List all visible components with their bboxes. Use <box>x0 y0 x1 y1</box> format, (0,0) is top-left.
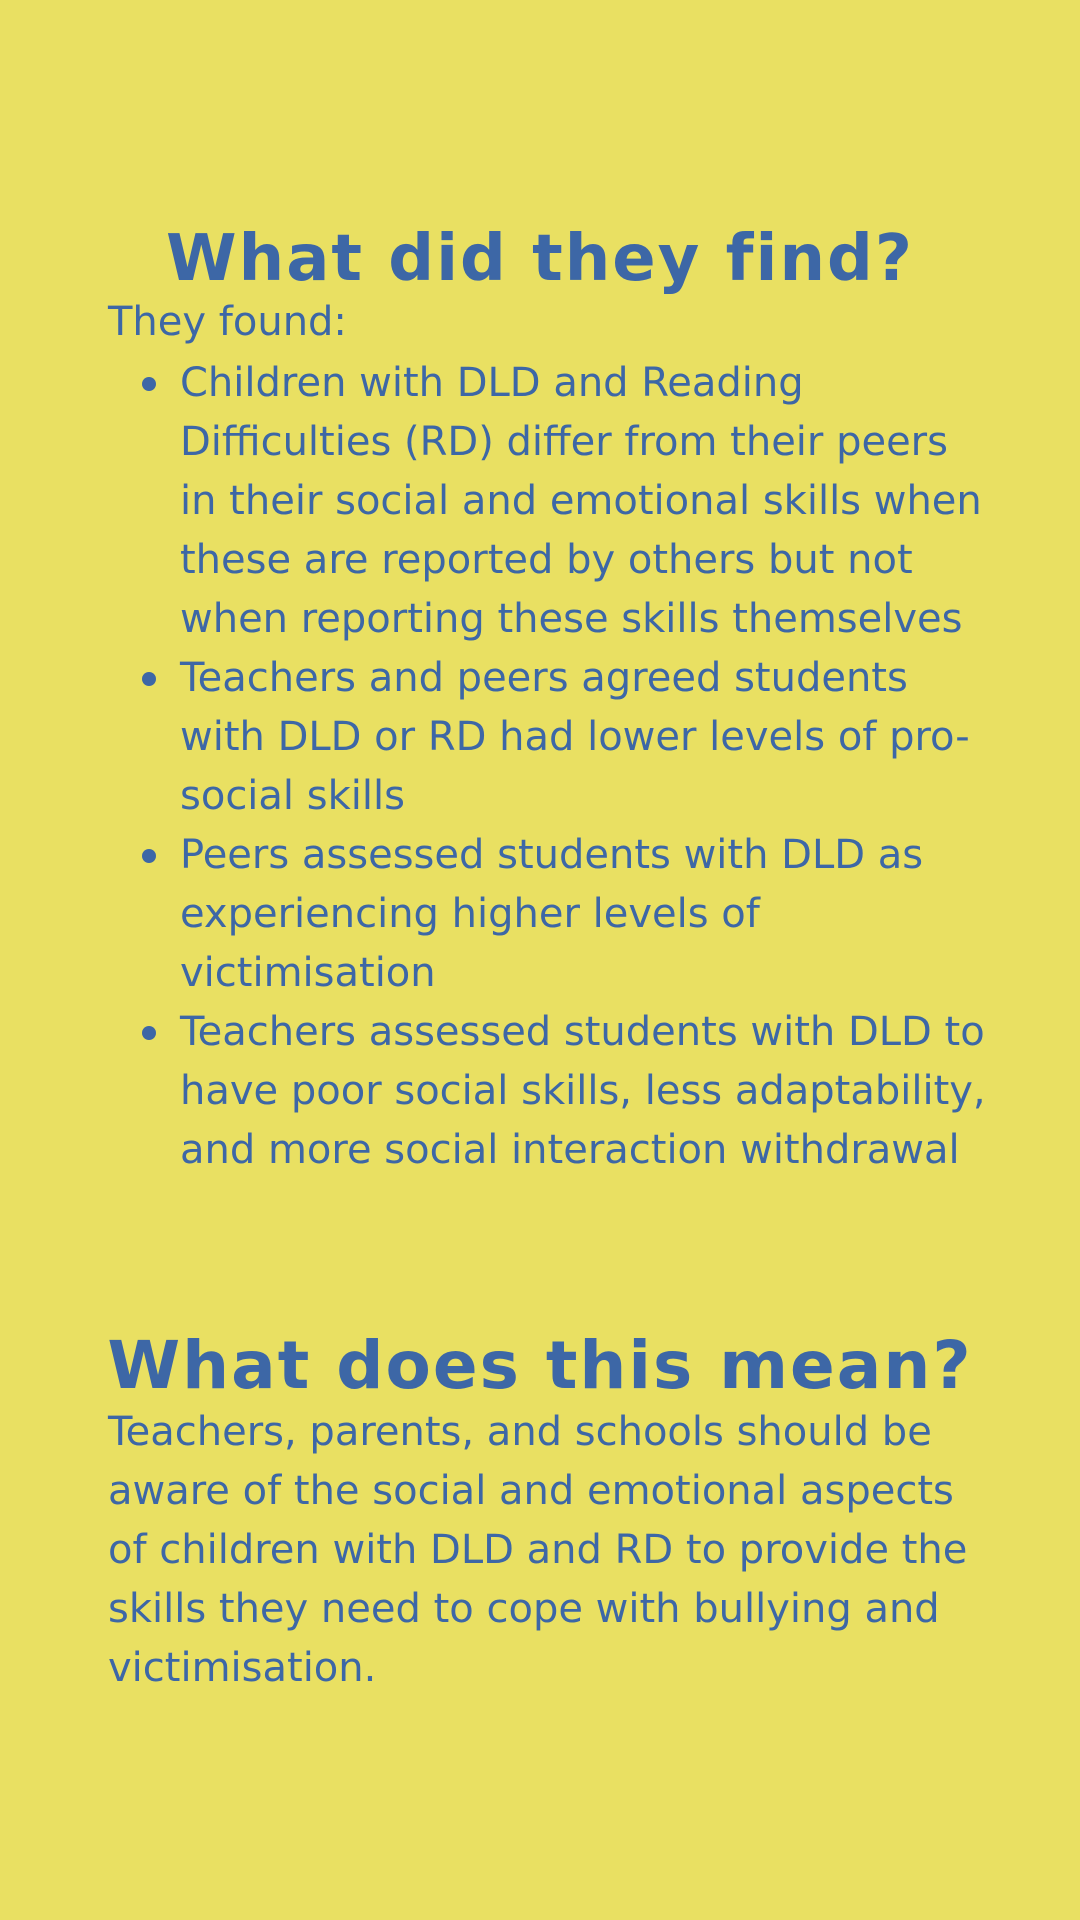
heading-what-did-they-find: What did they find? <box>166 222 914 296</box>
bullet-icon <box>142 849 156 863</box>
finding-item <box>108 354 988 649</box>
finding-text: Peers assessed students with DLD as experiencing higher levels of victimisation <box>180 832 924 996</box>
finding-text: Children with DLD and Reading Difficulties (RD) differ from their peers in their social and emotional skills when these are reported by others but not when reporting these skills themselves <box>180 360 982 642</box>
findings-list <box>108 354 988 1180</box>
finding-item <box>108 826 988 1003</box>
finding-text: Teachers and peers agreed students with DLD or RD had lower levels of pro-social skills <box>180 655 970 819</box>
bullet-icon <box>142 377 156 391</box>
bullet-icon <box>142 672 156 686</box>
conclusion-text: Teachers, parents, and schools should be aware of the social and emotional aspects of children with DLD and RD to provide the skills they need to cope with bullying and victimisation. <box>108 1409 968 1691</box>
finding-item <box>108 1003 988 1180</box>
finding-item <box>108 649 988 826</box>
finding-text: Teachers assessed students with DLD to have poor social skills, less adaptability, and more social interaction withdrawal <box>180 1009 986 1173</box>
findings-intro: They found: <box>108 299 347 345</box>
bullet-icon <box>142 1026 156 1040</box>
heading-what-does-this-mean: What does this mean? <box>107 1327 973 1404</box>
